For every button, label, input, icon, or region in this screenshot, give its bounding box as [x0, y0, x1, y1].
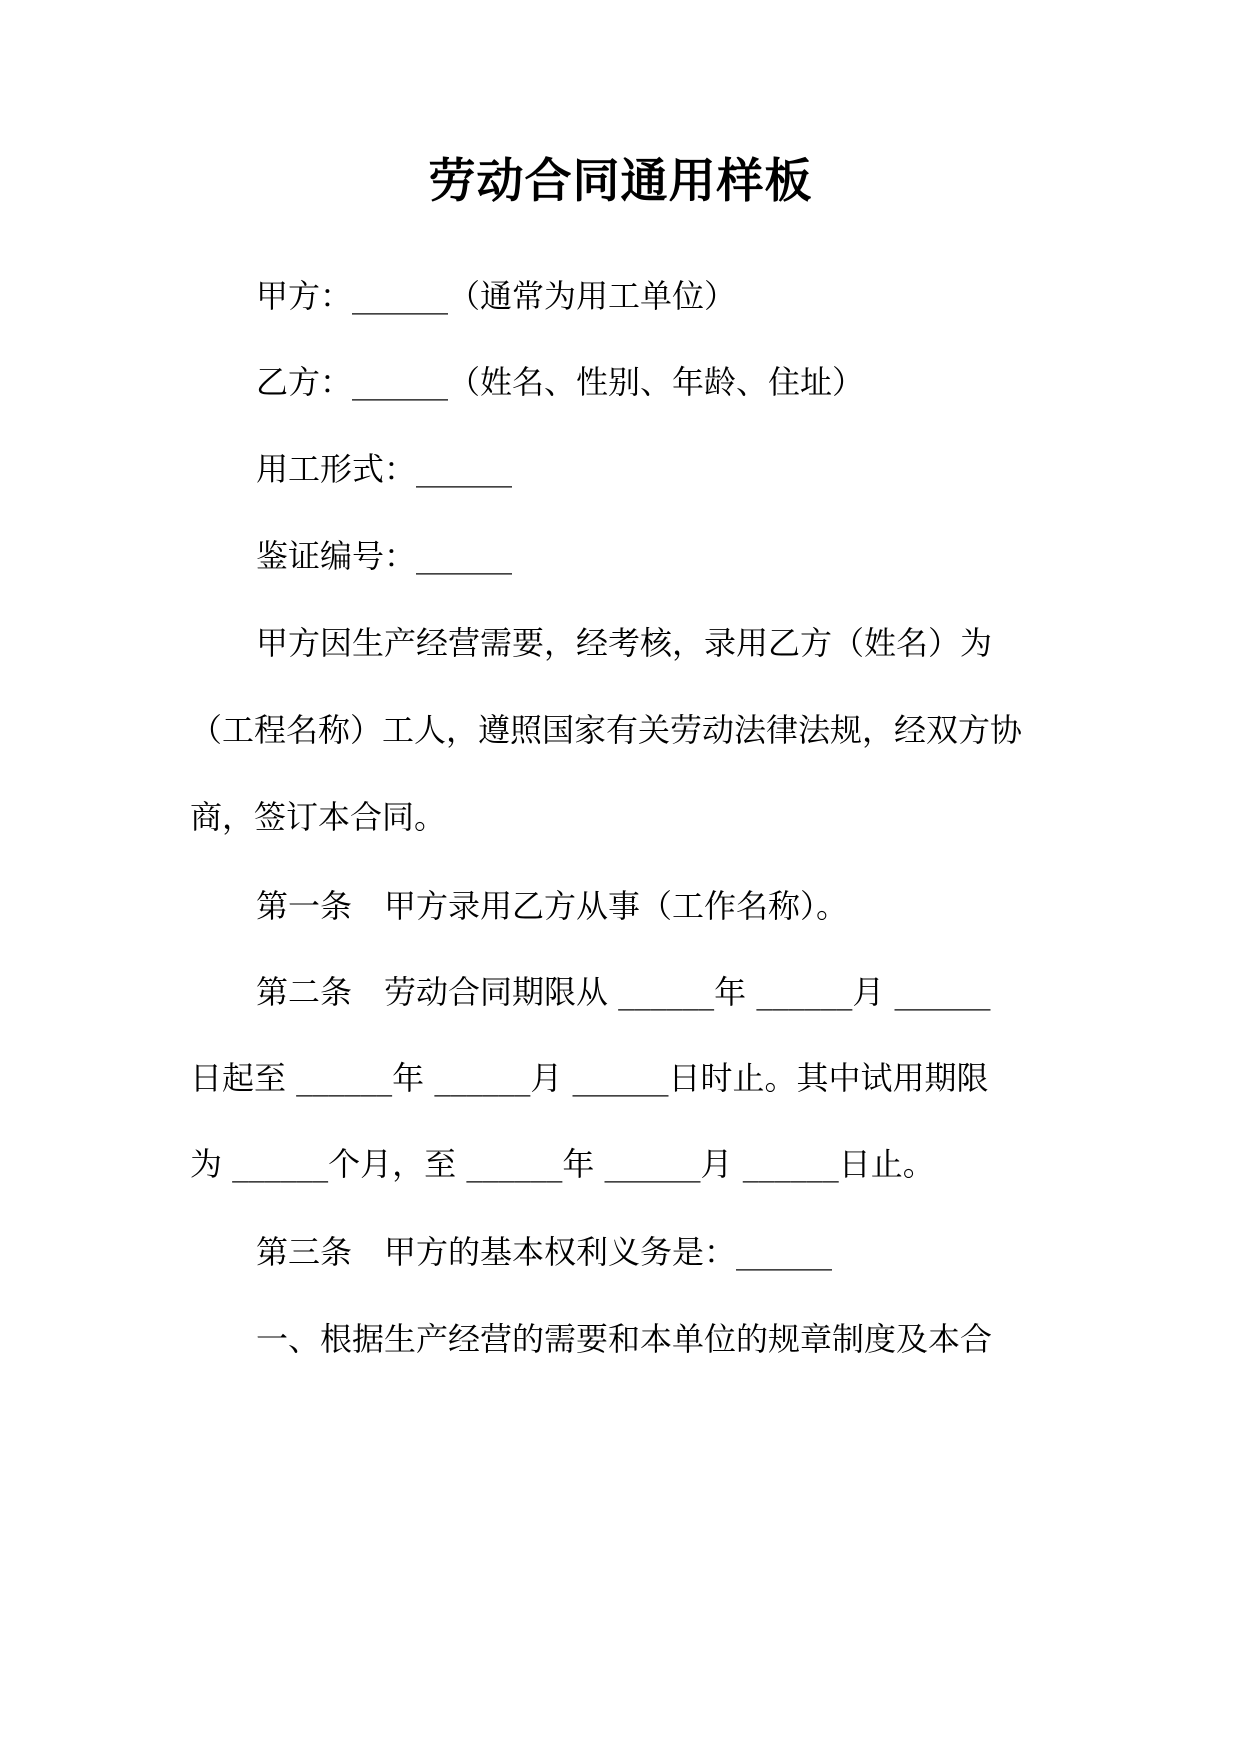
preamble-line-3: 商，签订本合同。 — [190, 798, 447, 836]
document-title: 劳动合同通用样板 — [428, 154, 813, 209]
preamble-line-1: 甲方因生产经营需要，经考核，录用乙方（姓名）为 — [256, 624, 993, 662]
party-b-line: 乙方：______（姓名、性别、年龄、住址） — [256, 363, 865, 401]
article-2-line-2: 日起至 ______年 ______月 ______日时止。其中试用期限 — [190, 1059, 989, 1097]
preamble-line-2: （工程名称）工人，遵照国家有关劳动法律法规，经双方协 — [190, 711, 1023, 749]
certification-number-line: 鉴证编号：______ — [256, 537, 513, 575]
article-1-line: 第一条 甲方录用乙方从事（工作名称）。 — [256, 887, 849, 925]
employment-form-line: 用工形式：______ — [256, 450, 513, 488]
article-3-line: 第三条 甲方的基本权利义务是：______ — [256, 1233, 833, 1271]
article-2-line-3: 为 ______个月，至 ______年 ______月 ______日止。 — [190, 1145, 935, 1183]
article-2-line-1: 第二条 劳动合同期限从 ______年 ______月 ______ — [256, 973, 991, 1011]
article-3-item-1-line: 一、根据生产经营的需要和本单位的规章制度及本合 — [256, 1320, 993, 1358]
party-a-line: 甲方：______（通常为用工单位） — [256, 277, 737, 315]
